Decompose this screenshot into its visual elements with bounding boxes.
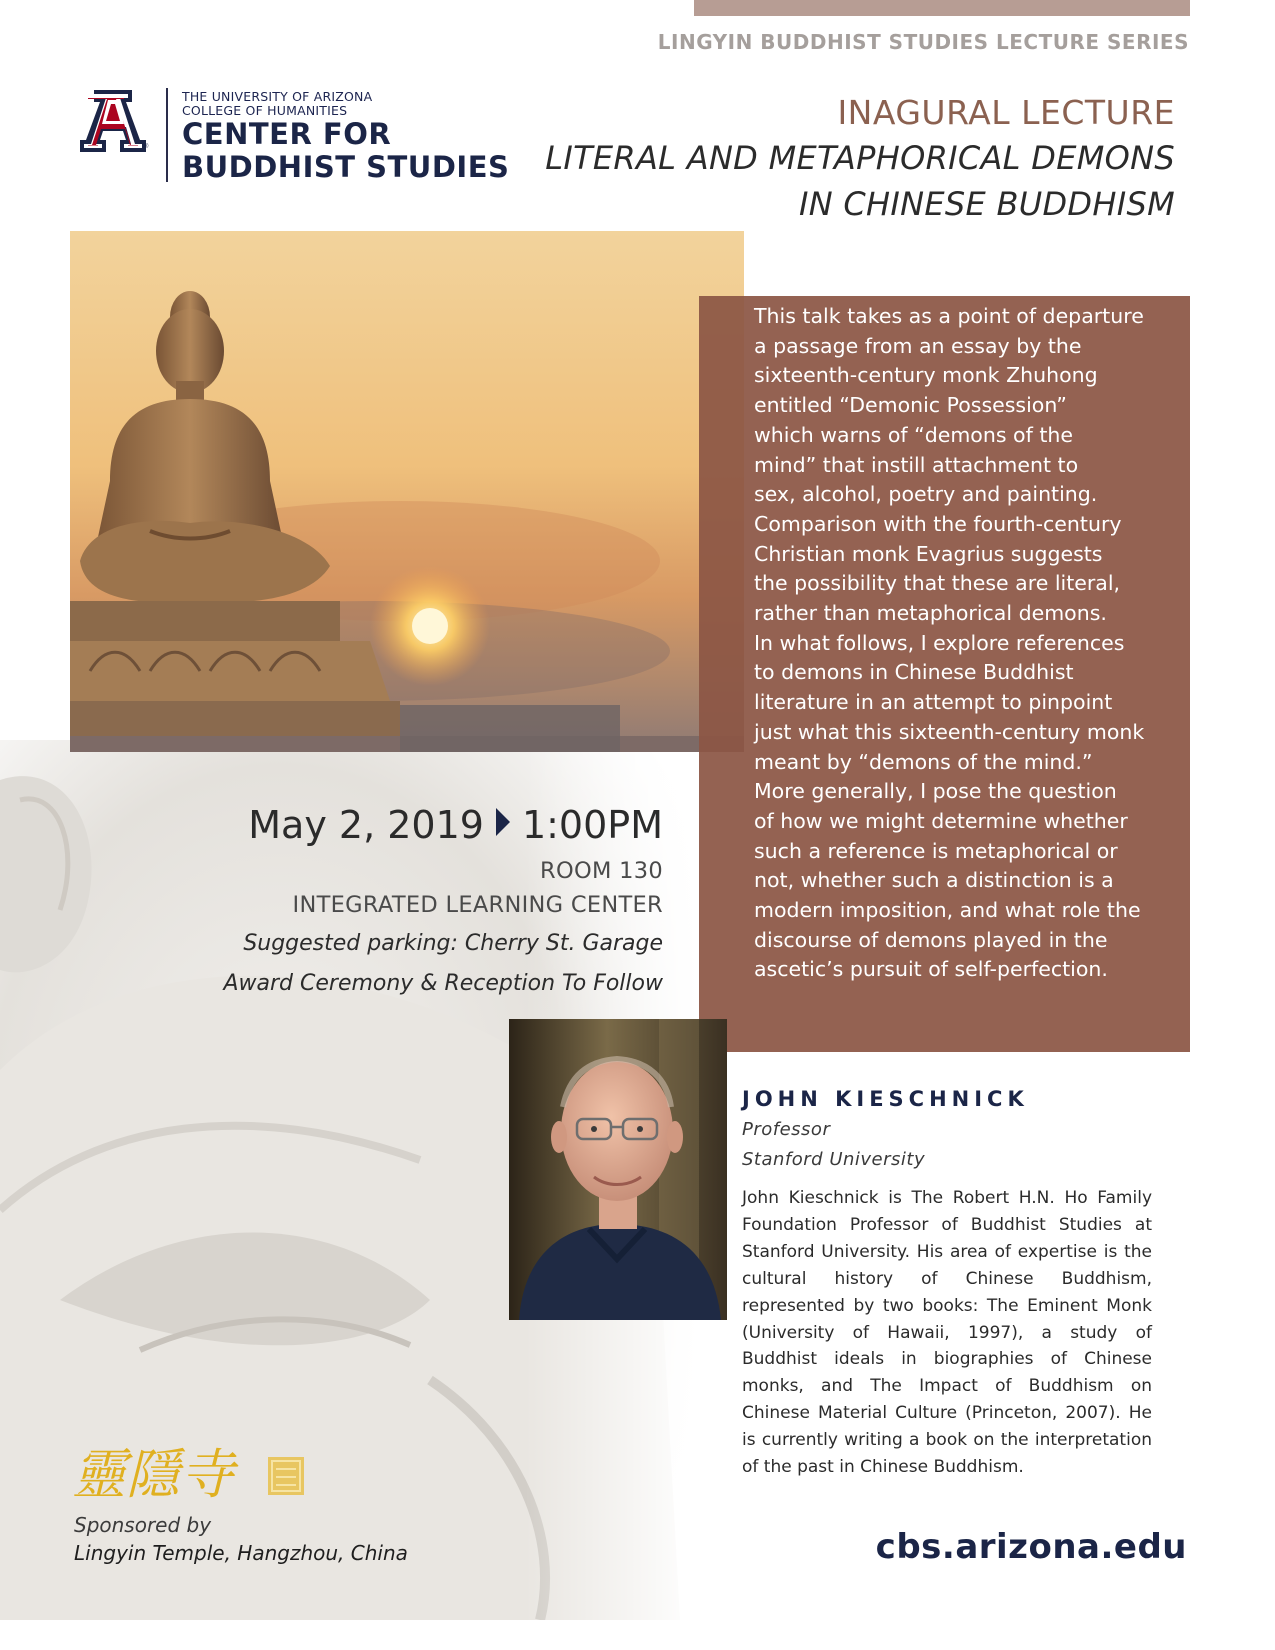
college-name: COLLEGE OF HUMANITIES [182,103,348,118]
logo-divider [166,88,168,182]
lecture-description [754,302,1174,985]
speaker-bio: John Kieschnick is The Robert H.N. Ho Family Foundation Professor of Buddhist Studies at Stanford University. His area of expertise is the cultural history of Chinese Buddhism, represented by two books: The Eminent Monk (University of Hawaii, 1997), a study of Buddhist ideals in biographies of Chinese monks, and The Impact of Buddhism on Chinese Material Culture (Princeton, 2007). He is currently writing a book on the interpretation of the past in Chinese Buddhism. [742,1188,1152,1478]
description-line: More generally, I pose the question [754,779,1117,804]
sponsored-by-label: Sponsored by [74,1513,212,1537]
lingyin-calligraphy-logo [72,1441,312,1505]
description-line: to demons in Chinese Buddhist [754,660,1074,685]
description-line: not, whether such a distinction is a [754,868,1114,893]
description-line: which warns of “demons of the [754,422,1073,447]
lecture-label: INAGURAL LECTURE [837,93,1175,132]
description-line: a passage from an essay by the [754,333,1082,358]
series-title: LINGYIN BUDDHIST STUDIES LECTURE SERIES [657,30,1189,54]
lecture-title-line1: LITERAL AND METAPHORICAL DEMONS [545,139,1175,177]
parking-info: Suggested parking: Cherry St. Garage [243,931,663,956]
lecture-title-line2: IN CHINESE BUDDHISM [798,185,1175,223]
description-line: This talk takes as a point of departure [754,304,1144,328]
svg-text:靈隱寺: 靈隱寺 [72,1443,234,1505]
speaker-portrait [509,1019,727,1320]
top-accent-bar [694,0,1190,16]
description-line: meant by “demons of the mind.” [754,749,1093,774]
description-line: such a reference is metaphorical or [754,838,1118,863]
center-name-line1: CENTER FOR [182,117,392,151]
description-line: sixteenth-century monk Zhuhong [754,363,1098,388]
event-time: 1:00PM [521,803,663,847]
event-date: May 2, 2019 [248,803,484,847]
description-line: entitled “Demonic Possession” [754,393,1067,418]
description-line: sex, alcohol, poetry and painting. [754,482,1098,507]
university-name: THE UNIVERSITY OF ARIZONA [182,89,373,104]
event-datetime [248,803,663,847]
speaker-title: Professor [742,1119,831,1140]
seated-buddha-photo [70,231,744,752]
sponsor-name: Lingyin Temple, Hangzhou, China [74,1541,408,1565]
arrow-right-icon [496,808,510,836]
event-room: ROOM 130 [540,858,663,884]
description-line: discourse of demons played in the [754,927,1108,952]
center-name-line2: BUDDHIST STUDIES [182,150,510,184]
speaker-name: JOHN KIESCHNICK [742,1087,1029,1111]
description-line: just what this sixteenth-century monk [754,719,1145,744]
svg-text:®: ® [144,144,149,150]
website-link[interactable]: cbs.arizona.edu [875,1527,1187,1567]
description-line: ascetic’s pursuit of self-perfection. [754,957,1108,982]
description-line: rather than metaphorical demons. [754,601,1107,626]
description-line: modern imposition, and what role the [754,898,1141,923]
description-line: Comparison with the fourth-century [754,511,1122,536]
speaker-affiliation: Stanford University [742,1149,926,1170]
reception-info: Award Ceremony & Reception To Follow [223,971,663,996]
description-line: In what follows, I explore references [754,630,1125,655]
arizona-a-logo [80,90,150,154]
description-line: literature in an attempt to pinpoint [754,690,1113,715]
description-line: of how we might determine whether [754,808,1128,833]
description-line: mind” that instill attachment to [754,452,1079,477]
description-line: Christian monk Evagrius suggests [754,541,1103,566]
event-venue: INTEGRATED LEARNING CENTER [292,892,663,918]
description-line: the possibility that these are literal, [754,571,1121,596]
